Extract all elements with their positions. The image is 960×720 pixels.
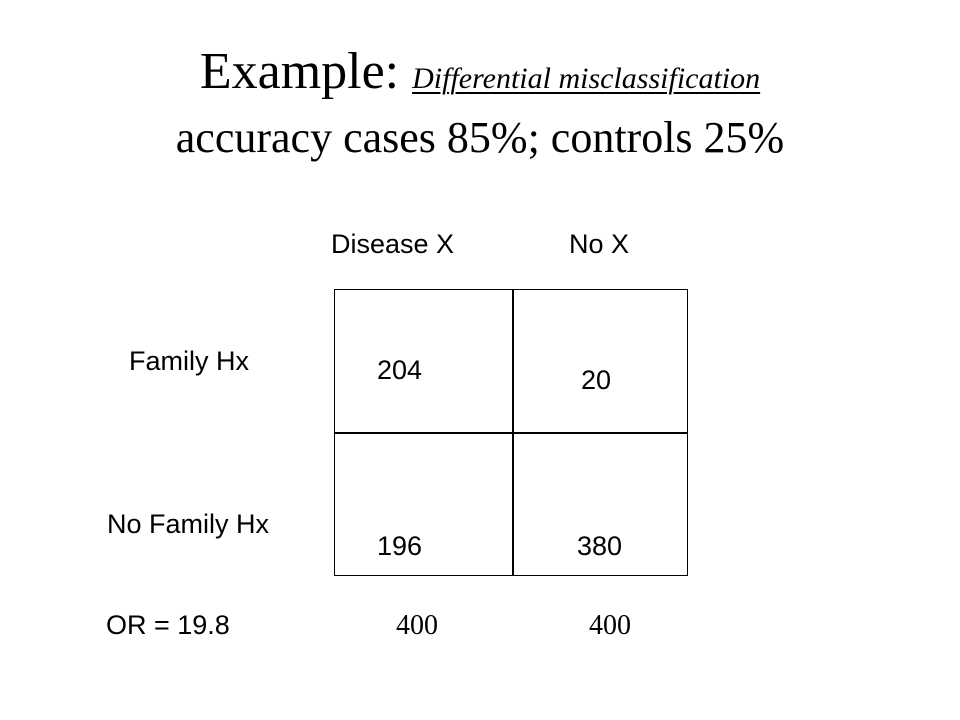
col-header-no-x: No X — [569, 229, 630, 259]
cell-family-hx-no-disease: 20 — [581, 365, 612, 395]
cell-no-family-hx-disease: 196 — [377, 531, 423, 561]
cell-no-family-hx-no-disease: 380 — [577, 531, 623, 561]
col-total-no-disease: 400 — [589, 610, 631, 641]
title-accuracy-line: accuracy cases 85%; controls 25% — [175, 113, 785, 162]
row-header-no-family-hx: No Family Hx — [107, 509, 270, 539]
col-header-disease-x: Disease X — [331, 229, 455, 259]
grid-horizontal-divider — [335, 432, 687, 434]
row-header-family-hx: Family Hx — [129, 346, 249, 376]
odds-ratio: OR = 19.8 — [106, 610, 230, 640]
slide-title — [0, 42, 960, 109]
cell-family-hx-disease: 204 — [377, 355, 423, 385]
title-main: Example: — [199, 43, 400, 100]
col-total-disease: 400 — [396, 610, 438, 641]
title-subtitle: Differential misclassification — [412, 62, 761, 95]
